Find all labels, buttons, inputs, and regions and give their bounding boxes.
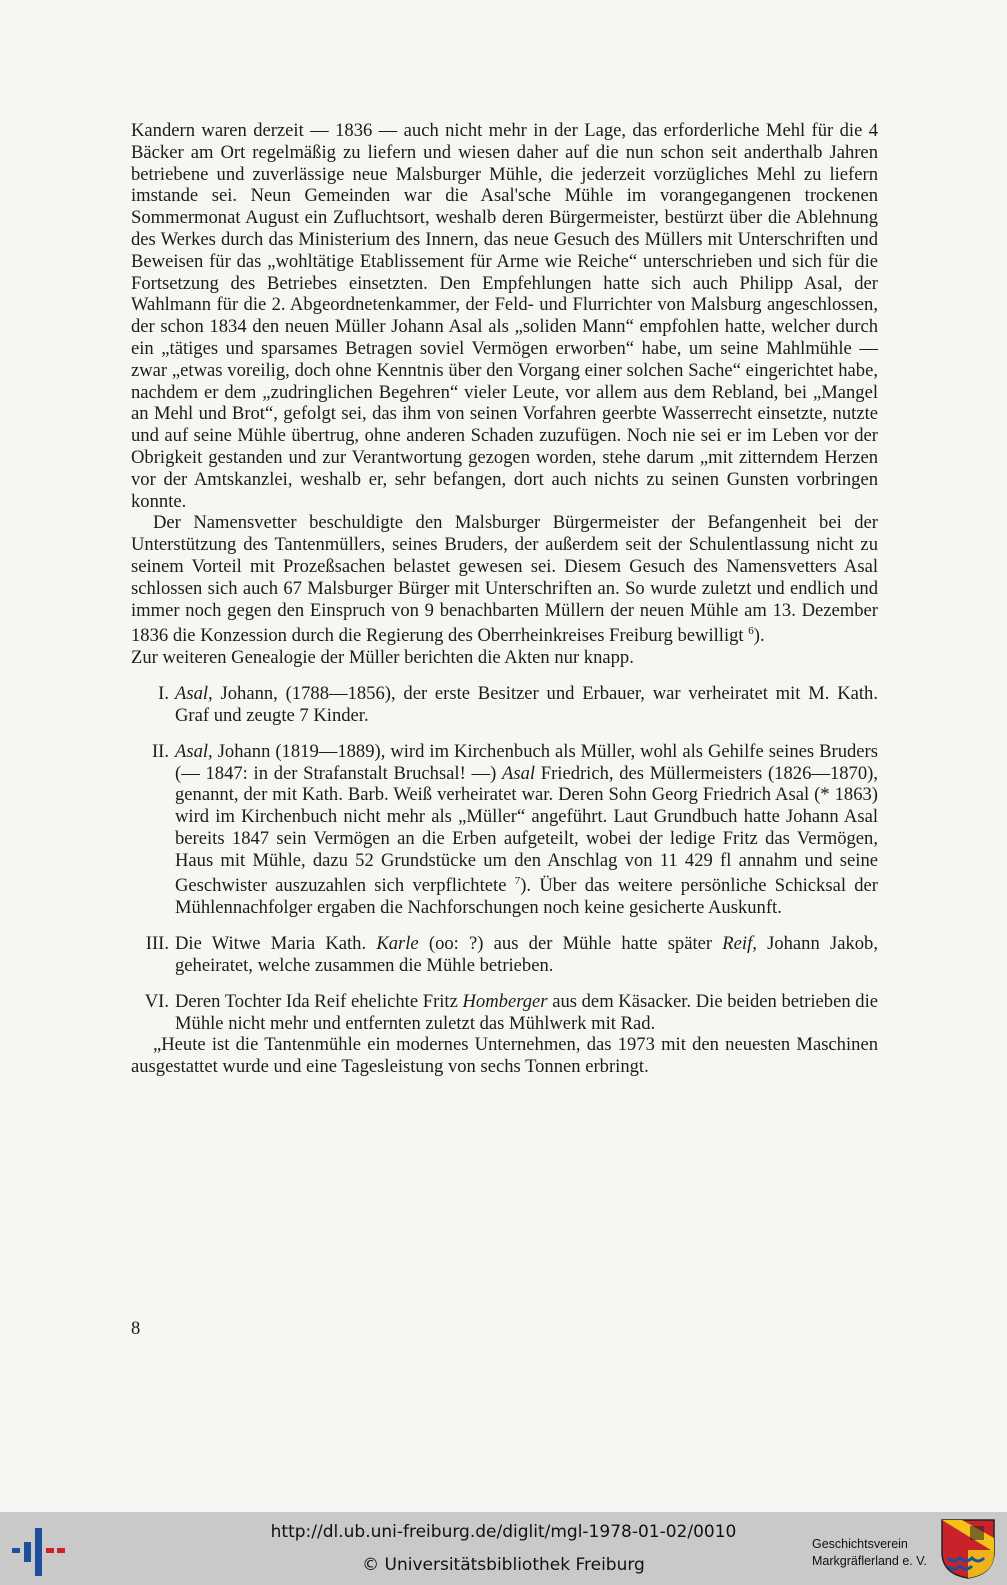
list-item-number: II.	[151, 740, 169, 762]
list-item	[131, 683, 878, 727]
second-paragraph	[131, 512, 878, 647]
list-item-text	[175, 991, 878, 1035]
entry-text-b: (oo: ?) aus der Mühle hatte später	[418, 933, 723, 955]
entry-text: Deren Tochter Ida Reif ehelichte Fritz	[175, 990, 463, 1012]
entry-name: Asal,	[175, 740, 213, 762]
list-item-text	[175, 741, 878, 920]
entry-text-c: Johann Jakob, geheiratet, welche zusammen die Mühle betrieben.	[175, 933, 878, 977]
quote-paragraph: „Heute ist die Tantenmühle ein modernes Unternehmen, das 1973 mit den neuesten Maschinen ausgestattet wurde und eine Tagesleistung von sechs Tonnen erbringt.	[131, 1034, 878, 1078]
entry-text-c: ). Über das weitere persönliche Schicksal der Mühlennachfolger ergaben die Nachforschungen noch keine gesicherte Auskunft.	[175, 875, 878, 919]
coat-of-arms-icon	[940, 1518, 996, 1580]
footnote-marker: 7	[514, 875, 521, 888]
list-item-text	[175, 933, 878, 977]
entry-text-b: Friedrich, des Müllermeisters (1826—1870), genannt, der mit Kath. Barb. Weiß verheiratet war. Deren Sohn Georg Friedrich Asal (* 1863) wird im Kirchenbuch nicht mehr als „Müller“ angeführt. Laut Grundbuch hatte Johann Asal bereits 1847 sein Vermögen an die Erben aufgeteilt, wobei der ledige Fritz das Vermögen, Haus mit Mühle, dazu 52 Grundstücke um den Anschlag von 11 429 fl annahm und seine Geschwister auszuzahlen sich verpflichtete	[175, 762, 878, 897]
footer-bar	[0, 1512, 1007, 1585]
entry-text-b: aus dem Käsacker. Die beiden betrieben die Mühle nicht mehr und entfernten zuletzt das Mühlwerk mit Rad.	[175, 990, 879, 1034]
list-item	[131, 991, 878, 1035]
second-paragraph-end: ).	[753, 625, 765, 647]
entry-name: Asal,	[175, 683, 213, 705]
list-item-number: I.	[158, 683, 169, 705]
entry-name: Karle	[376, 933, 419, 955]
main-paragraph: Kandern waren derzeit — 1836 — auch nicht mehr in der Lage, das erforderliche Mehl für die 4 Bäcker am Ort regelmäßig zu liefern und wiesen daher auf die nun schon seit anderthalb Jahren betriebene und zuverlässige neue Malsburger Mühle, die jederzeit vorzügliches Mehl zu liefern imstande sei. Neun Gemeinden war die Asal'sche Mühle im vorangegangenen trockenen Sommermonat August ein Zufluchtsort, weshalb deren Bürgermeister, bestürzt über die Ablehnung des Werkes durch das Ministerium des Innern, das neue Gesuch des Müllers mit Unterschriften und Beweisen für das „wohltätige Etablissement für Arme wie Reiche“ unterschrieben und sich für die Fortsetzung des Betriebes einsetzten. Den Empfehlungen hatte sich auch Philipp Asal, der Wahlmann für die 2. Abgeordnetenkammer, der Feld- und Flurrichter von Malsburg angeschlossen, der schon 1834 den neuen Müller Johann Asal als „soliden Mann“ empfohlen hatte, welcher durch ein „tätiges und sparsames Betragen soviel Vermögen erworben“ habe, um seine Mahlmühle — zwar „etwas voreilig, doch ohne Kenntnis über den Vorgang einer solchen Sache“ eingerichtet habe, nachdem er dem „zudringlichen Begehren“ vieler Leute, vor allem aus dem Rebland, bei „Mangel an Mehl und Brot“, gefolgt sei, das ihm von seinen Vorfahren geerbte Wasserrecht einsetzte, nutzte und auf seine Mühle übertrug, ohne anderen Schaden zuzufügen. Noch nie sei er im Leben vor der Obrigkeit gestanden und zur Verantwortung gezogen worden, stehe darum „mit zitterndem Herzen vor der Amtskanzlei, weshalb er, sehr befangen, dort auch nichts zu seinen Gunsten vorbringen konnte.	[131, 120, 878, 512]
entry-text: Johann, (1788—1856), der erste Besitzer und Erbauer, war verheiratet mit M. Kath. Graf und zeugte 7 Kinder.	[175, 683, 878, 726]
list-item	[131, 933, 878, 977]
entry-text: Johann (1819—1889), wird im Kirchenbuch als Müller, wohl als Gehilfe seines Bruders (— 1847: in der Strafanstalt Bruchsal! —)	[175, 740, 878, 784]
list-item-number: VI.	[144, 990, 169, 1012]
entry-name-b: Asal	[501, 762, 536, 784]
body-text	[131, 120, 878, 1078]
second-paragraph-text: Der Namensvetter beschuldigte den Malsburger Bürgermeister der Befangenheit bei der Unterstützung des Tantenmüllers, seines Bruders, der außerdem seit der Schulentlassung nicht zu seinem Vorteil mit Prozeßsachen belastet gewesen sei. Diesem Gesuch des Namensvetters Asal schlossen sich auch 67 Malsburger Bürger mit Unterschriften an. So wurde zuletzt und endlich und immer noch gegen den Einspruch von 9 benachbarten Müllern der neuen Mühle am 13. Dezember 1836 die Konzession durch die Regierung des Oberrheinkreises Freiburg bewilligt	[131, 512, 878, 647]
page-number: 8	[131, 1318, 141, 1339]
entry-name: Homberger	[462, 990, 548, 1012]
footnote-marker: 6	[748, 625, 754, 638]
entry-text: Die Witwe Maria Kath.	[175, 933, 377, 955]
society-line-2: Markgräflerland e. V.	[812, 1554, 927, 1568]
footer-url[interactable]: http://dl.ub.uni-freiburg.de/diglit/mgl-1978-01-02/0010	[270, 1522, 737, 1542]
society-name	[812, 1536, 927, 1570]
list-item-number: III.	[145, 933, 169, 955]
society-line-1: Geschichtsverein	[812, 1537, 908, 1551]
third-paragraph: Zur weiteren Genealogie der Müller berichten die Akten nur knapp.	[131, 647, 634, 669]
entry-name-b: Reif,	[722, 933, 757, 955]
list-item	[131, 741, 878, 920]
list-item-text	[175, 683, 878, 727]
footer-copyright: © Universitätsbibliothek Freiburg	[362, 1555, 645, 1575]
